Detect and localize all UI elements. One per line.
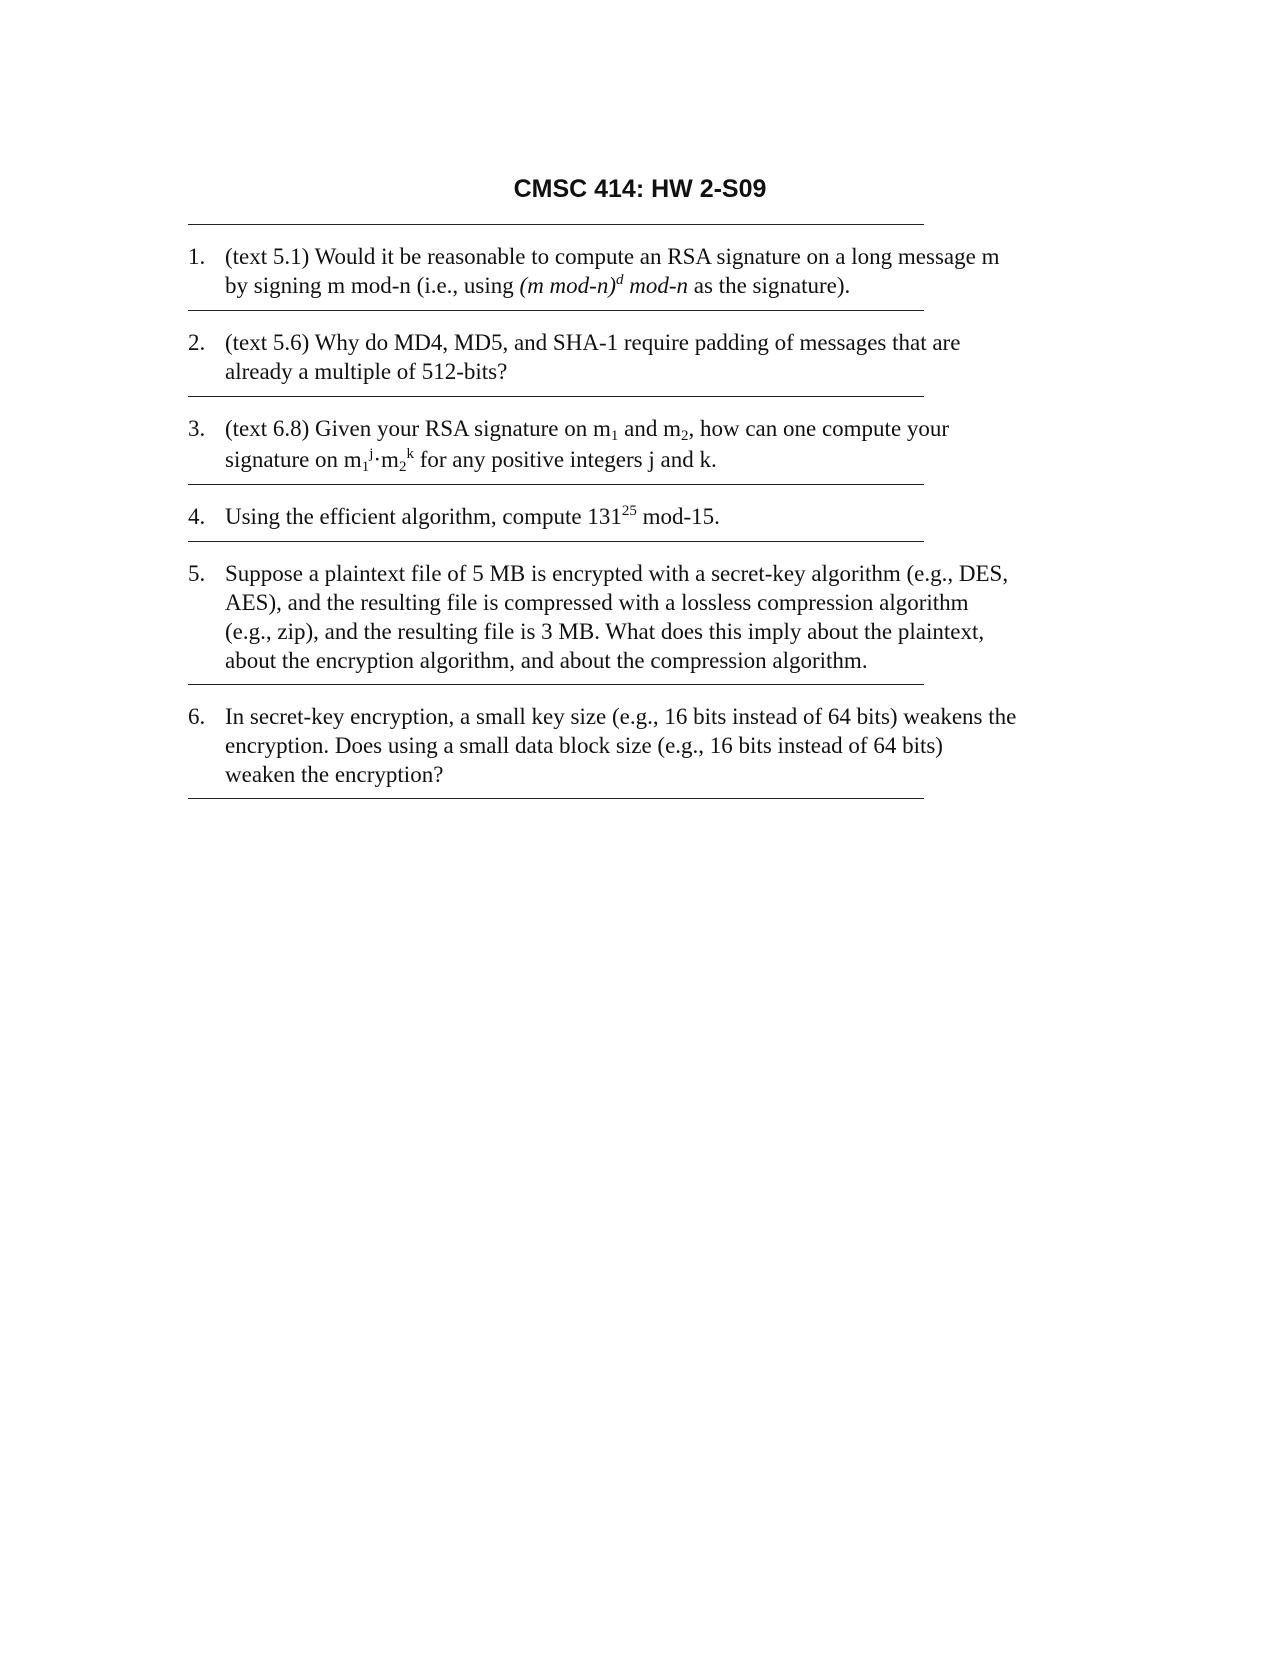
superscript: d — [615, 272, 624, 288]
question-number: 1. — [188, 244, 206, 269]
separator-line — [188, 310, 924, 311]
question-number: 6. — [188, 704, 206, 729]
text-segment: signature on m — [225, 447, 362, 472]
question-2 — [188, 328, 1088, 386]
question-line: In secret-key encryption, a small key size (e.g., 16 bits instead of 64 bits) weakens the — [225, 704, 1017, 729]
question-4 — [188, 502, 1088, 531]
separator-line — [188, 396, 924, 397]
question-line: Suppose a plaintext file of 5 MB is encrypted with a secret-key algorithm (e.g., DES, — [225, 561, 1009, 586]
subscript: 2 — [680, 428, 689, 444]
question-line — [225, 502, 1088, 531]
question-line: (text 5.6) Why do MD4, MD5, and SHA-1 require padding of messages that are — [225, 330, 961, 355]
question-number: 3. — [188, 416, 206, 441]
question-number: 2. — [188, 330, 206, 355]
separator-line — [188, 798, 924, 799]
question-line — [225, 271, 1088, 300]
question-line: (text 5.1) Would it be reasonable to compute an RSA signature on a long message m — [225, 244, 1000, 269]
text-segment: ·m — [373, 447, 399, 472]
question-line: encryption. Does using a small data block size (e.g., 16 bits instead of 64 bits) — [225, 733, 943, 758]
question-line: (e.g., zip), and the resulting file is 3 MB. What does this imply about the plaintext, — [225, 619, 985, 644]
subscript: 2 — [398, 459, 407, 475]
question-line: about the encryption algorithm, and about the compression algorithm. — [225, 648, 868, 673]
separator-line — [188, 484, 924, 485]
subscript: 1 — [610, 428, 619, 444]
question-text — [225, 328, 1088, 386]
text-segment: Using the efficient algorithm, compute 131 — [225, 504, 622, 529]
question-number: 5. — [188, 561, 206, 586]
separator-line — [188, 224, 924, 225]
question-1 — [188, 242, 1088, 300]
question-text — [225, 414, 1088, 474]
page-title: CMSC 414: HW 2-S09 — [513, 175, 767, 203]
italic-expression: (m mod-n) — [519, 273, 616, 298]
separator-line — [188, 541, 924, 542]
superscript: j — [369, 446, 374, 462]
question-text — [225, 702, 1088, 789]
text-segment: for any positive integers j and k. — [413, 447, 717, 472]
superscript: 25 — [621, 503, 637, 519]
question-line: weaken the encryption? — [225, 762, 444, 787]
italic-expression: mod-n — [623, 273, 689, 298]
question-5 — [188, 559, 1088, 675]
question-3 — [188, 414, 1088, 474]
text-segment: mod-15. — [636, 504, 720, 529]
question-number: 4. — [188, 504, 206, 529]
text-segment: , how can one compute your — [688, 416, 950, 441]
text-segment: (text 6.8) Given your RSA signature on m — [225, 416, 611, 441]
text-segment: and m — [618, 416, 681, 441]
superscript: k — [406, 446, 414, 462]
separator-line — [188, 684, 924, 685]
question-line — [225, 414, 1088, 443]
question-line: already a multiple of 512-bits? — [225, 359, 508, 384]
subscript: 1 — [361, 459, 370, 475]
question-text — [225, 242, 1088, 300]
question-line — [225, 445, 1088, 474]
question-text — [225, 559, 1088, 675]
question-text — [225, 502, 1088, 531]
text-segment: as the signature). — [688, 273, 851, 298]
question-line: AES), and the resulting file is compressed with a lossless compression algorithm — [225, 590, 969, 615]
text-segment: by signing m mod-n (i.e., using — [225, 273, 520, 298]
question-6 — [188, 702, 1088, 789]
